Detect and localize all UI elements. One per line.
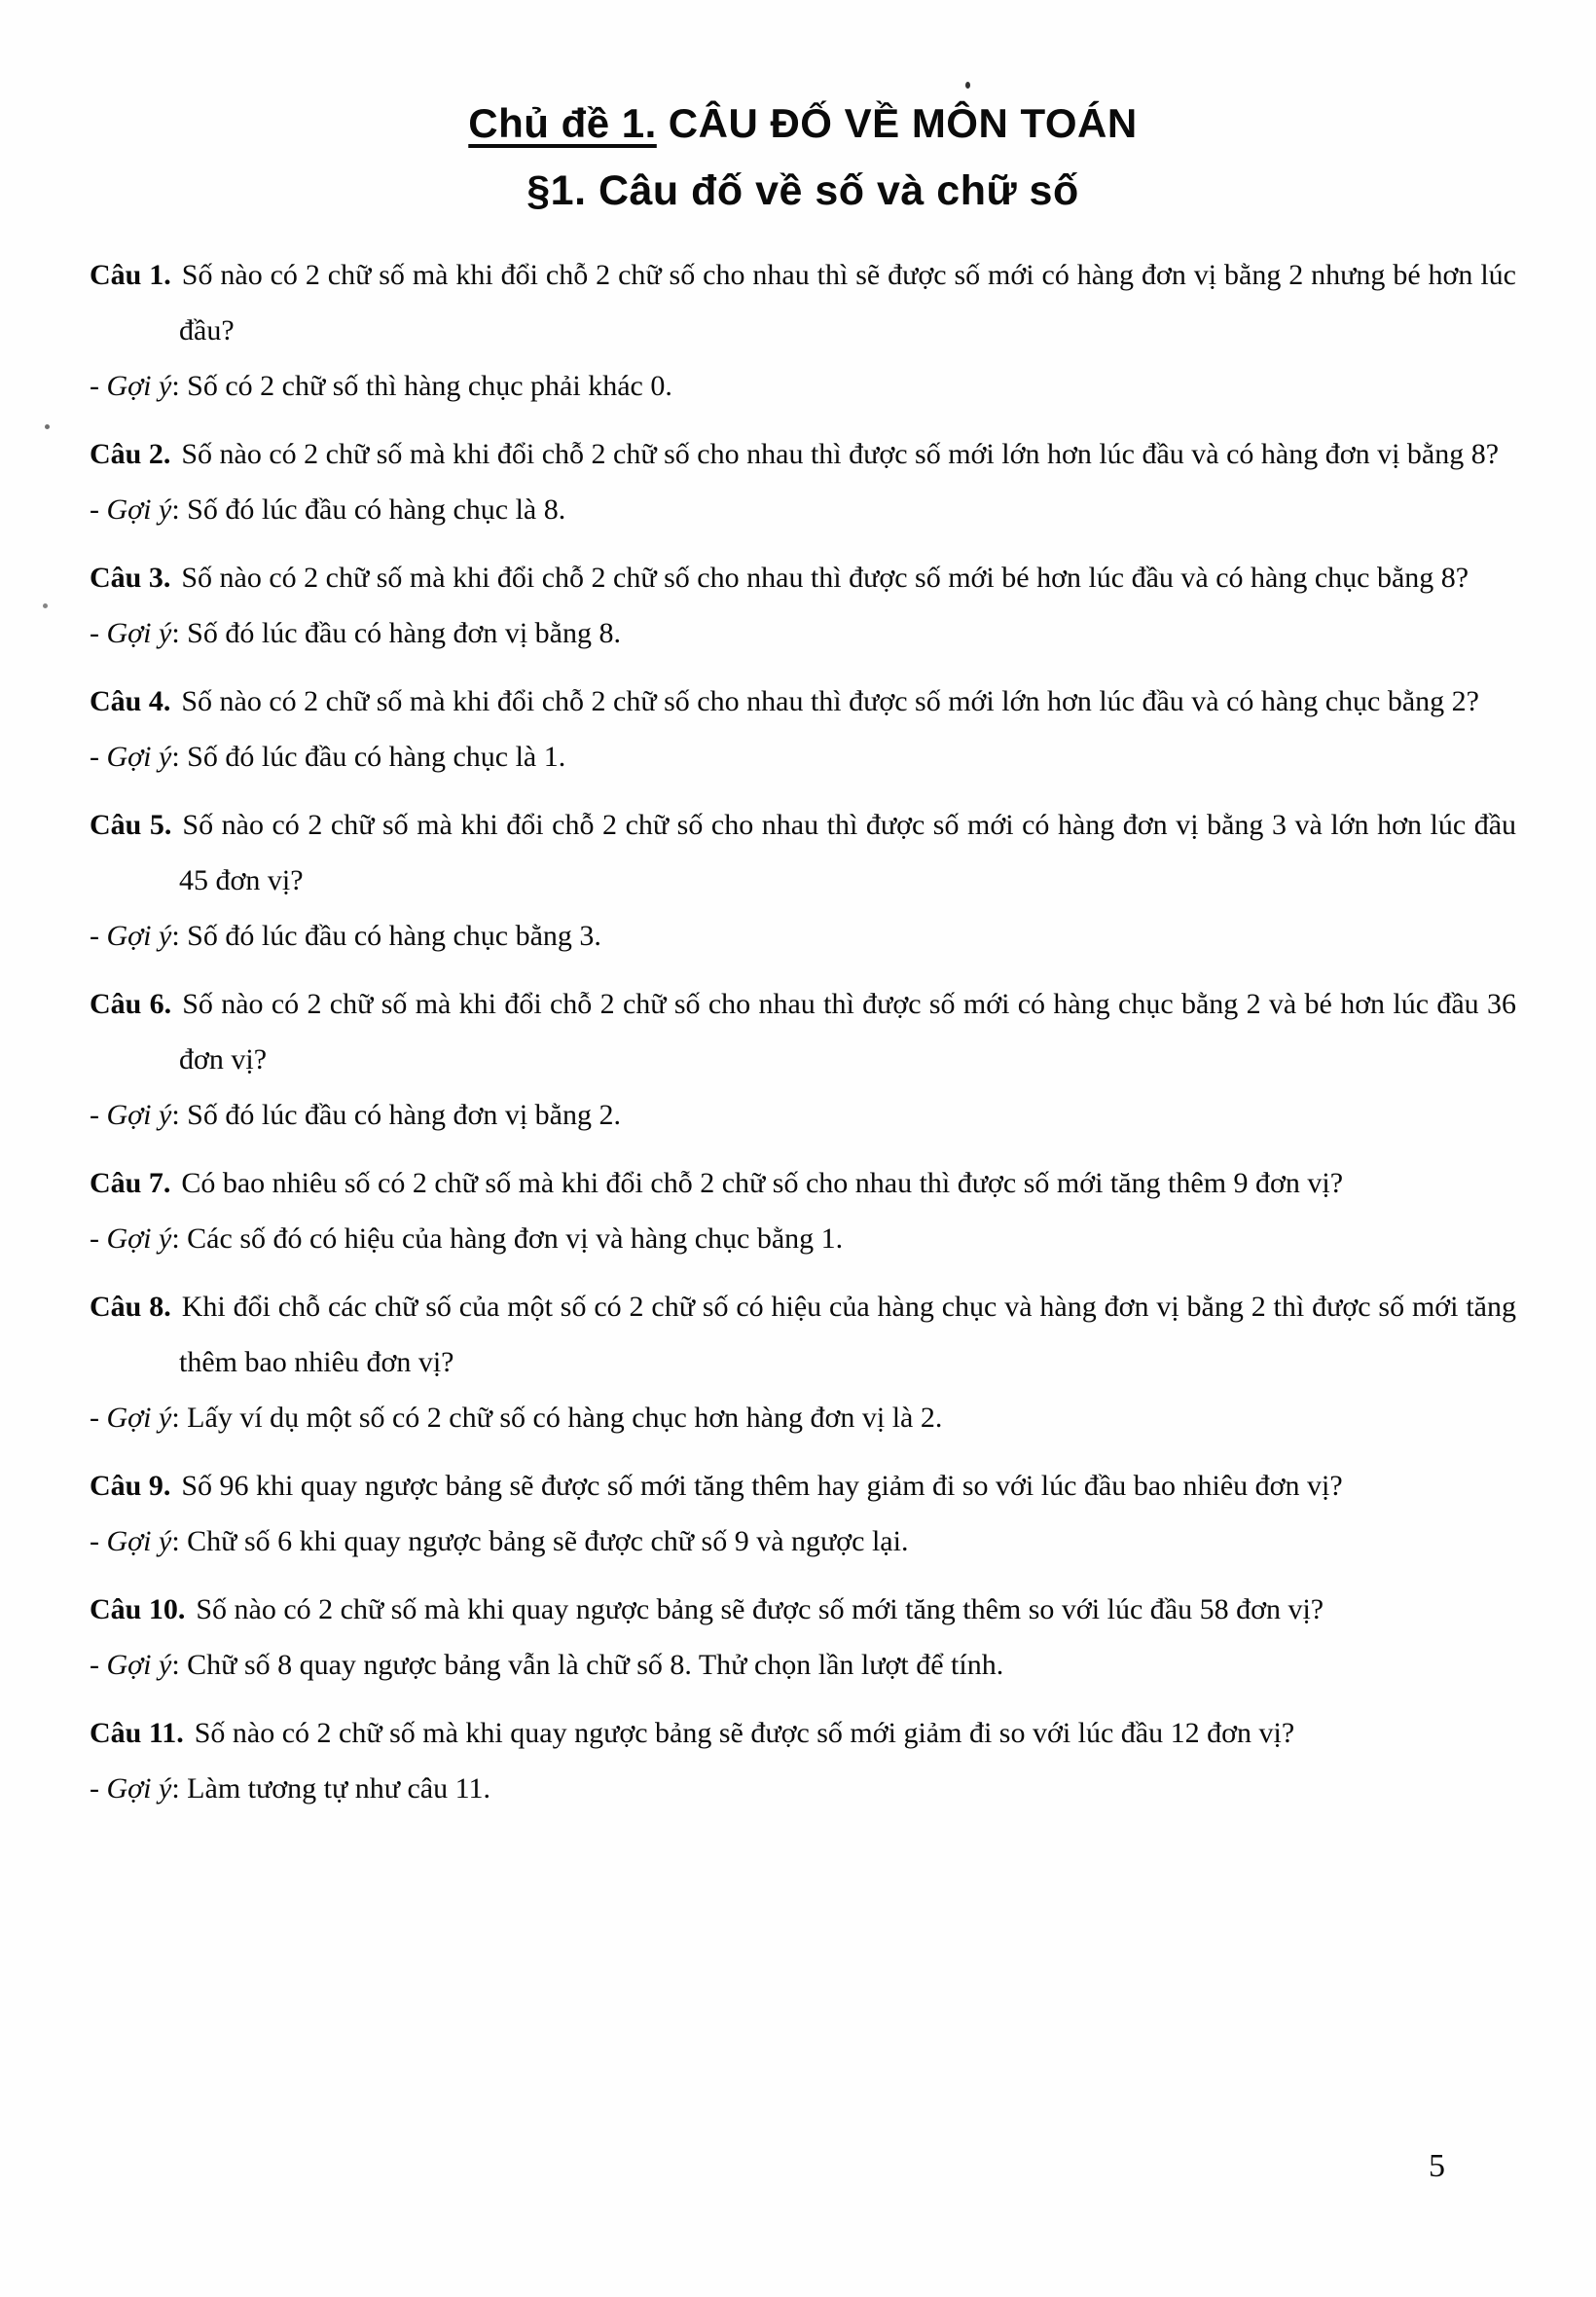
hint-line	[90, 908, 1516, 964]
question-text: Số nào có 2 chữ số mà khi đổi chỗ 2 chữ số cho nhau thì được số mới lớn hơn lúc đầu và có hàng đơn vị bằng 8?	[181, 438, 1500, 470]
hint-text: Chữ số 6 khi quay ngược bảng sẽ được chữ số 9 và ngược lại.	[187, 1525, 909, 1557]
hint-label: Gợi ý	[106, 1772, 172, 1805]
question-text-line	[90, 1279, 1516, 1390]
question-label: Câu 8.	[90, 1291, 171, 1323]
hint-label: Gợi ý	[106, 920, 172, 952]
hint-line	[90, 1390, 1516, 1445]
scan-artifact-dot	[43, 603, 48, 608]
question-text-line	[90, 1705, 1516, 1761]
hint-dash: -	[90, 1772, 107, 1805]
hint-label: Gợi ý	[106, 1099, 172, 1131]
question-label: Câu 10.	[90, 1593, 186, 1625]
hint-colon: :	[171, 1649, 188, 1681]
question-block	[90, 550, 1516, 661]
hint-line	[90, 1761, 1516, 1816]
hint-label: Gợi ý	[106, 1649, 172, 1681]
hint-label: Gợi ý	[106, 493, 172, 526]
hint-dash: -	[90, 493, 107, 526]
hint-colon: :	[171, 1402, 188, 1434]
hint-text: Số đó lúc đầu có hàng chục là 1.	[187, 741, 566, 773]
chapter-title	[90, 95, 1516, 152]
question-text: Có bao nhiêu số có 2 chữ số mà khi đổi chỗ 2 chữ số cho nhau thì được số mới tăng thêm 9 đơn vị?	[181, 1167, 1344, 1199]
hint-text: Số đó lúc đầu có hàng đơn vị bằng 8.	[187, 617, 621, 649]
hint-text: Số đó lúc đầu có hàng chục bằng 3.	[187, 920, 601, 952]
question-text: Số nào có 2 chữ số mà khi quay ngược bảng sẽ được số mới giảm đi so với lúc đầu 12 đơn vị?	[194, 1717, 1295, 1749]
chapter-title-lead: Chủ đề 1.	[468, 100, 657, 146]
chapter-title-rest: CÂU ĐỐ VỀ MÔN TOÁN	[668, 100, 1138, 146]
question-text: Số nào có 2 chữ số mà khi đổi chỗ 2 chữ số cho nhau thì được số mới có hàng đơn vị bằng 3 và lớn hơn lúc đầu 45 đơn vị?	[179, 809, 1517, 896]
question-label: Câu 4.	[90, 685, 171, 717]
hint-label: Gợi ý	[106, 370, 172, 402]
question-text: Số 96 khi quay ngược bảng sẽ được số mới tăng thêm hay giảm đi so với lúc đầu bao nhiêu đơn vị?	[181, 1470, 1343, 1502]
question-block	[90, 1458, 1516, 1569]
scan-artifact-dot	[965, 82, 970, 89]
question-text-line	[90, 1458, 1516, 1513]
hint-line	[90, 482, 1516, 537]
hint-text: Số đó lúc đầu có hàng chục là 8.	[187, 493, 566, 526]
question-text: Số nào có 2 chữ số mà khi đổi chỗ 2 chữ số cho nhau thì được số mới bé hơn lúc đầu và có hàng chục bằng 8?	[181, 562, 1469, 594]
hint-line	[90, 729, 1516, 784]
question-block	[90, 674, 1516, 784]
hint-text: Các số đó có hiệu của hàng đơn vị và hàng chục bằng 1.	[187, 1222, 844, 1255]
question-block	[90, 1705, 1516, 1816]
question-text-line	[90, 797, 1516, 908]
hint-colon: :	[171, 1222, 188, 1255]
hint-dash: -	[90, 1649, 107, 1681]
question-label: Câu 9.	[90, 1470, 171, 1502]
hint-dash: -	[90, 1099, 107, 1131]
hint-text: Làm tương tự như câu 11.	[187, 1772, 490, 1805]
hint-line	[90, 1637, 1516, 1693]
question-block	[90, 247, 1516, 414]
question-block	[90, 797, 1516, 964]
hint-text: Số đó lúc đầu có hàng đơn vị bằng 2.	[187, 1099, 621, 1131]
hint-dash: -	[90, 1402, 107, 1434]
question-text: Số nào có 2 chữ số mà khi đổi chỗ 2 chữ số cho nhau thì được số mới lớn hơn lúc đầu và có hàng chục bằng 2?	[181, 685, 1479, 717]
hint-text: Chữ số 8 quay ngược bảng vẫn là chữ số 8. Thử chọn lần lượt để tính.	[187, 1649, 1004, 1681]
hint-line	[90, 1513, 1516, 1569]
question-text-line	[90, 426, 1516, 482]
question-block	[90, 976, 1516, 1143]
hint-text: Lấy ví dụ một số có 2 chữ số có hàng chục hơn hàng đơn vị là 2.	[187, 1402, 943, 1434]
hint-colon: :	[171, 493, 188, 526]
question-label: Câu 1.	[90, 259, 171, 291]
scan-artifact-dot	[45, 424, 50, 429]
question-text-line	[90, 1582, 1516, 1637]
question-block	[90, 1582, 1516, 1693]
question-text: Số nào có 2 chữ số mà khi quay ngược bảng sẽ được số mới tăng thêm so với lúc đầu 58 đơn vị?	[196, 1593, 1324, 1625]
question-text-line	[90, 1155, 1516, 1211]
question-text-line	[90, 976, 1516, 1087]
question-text: Số nào có 2 chữ số mà khi đổi chỗ 2 chữ số cho nhau thì được số mới có hàng chục bằng 2 và bé hơn lúc đầu 36 đơn vị?	[179, 988, 1516, 1076]
hint-dash: -	[90, 1525, 107, 1557]
hint-line	[90, 358, 1516, 414]
question-text: Số nào có 2 chữ số mà khi đổi chỗ 2 chữ số cho nhau thì sẽ được số mới có hàng đơn vị bằng 2 nhưng bé hơn lúc đầu?	[179, 259, 1516, 346]
question-text-line	[90, 247, 1516, 358]
question-label: Câu 6.	[90, 988, 172, 1020]
hint-colon: :	[171, 370, 188, 402]
hint-dash: -	[90, 920, 107, 952]
question-block	[90, 1155, 1516, 1266]
question-block	[90, 426, 1516, 537]
hint-dash: -	[90, 370, 107, 402]
question-block	[90, 1279, 1516, 1445]
page-number: 5	[1429, 2148, 1445, 2184]
hint-colon: :	[171, 920, 188, 952]
hint-label: Gợi ý	[106, 1402, 172, 1434]
hint-text: Số có 2 chữ số thì hàng chục phải khác 0.	[187, 370, 672, 402]
question-label: Câu 3.	[90, 562, 171, 594]
question-label: Câu 11.	[90, 1717, 184, 1749]
question-label: Câu 2.	[90, 438, 171, 470]
hint-colon: :	[171, 617, 188, 649]
question-text: Khi đổi chỗ các chữ số của một số có 2 chữ số có hiệu của hàng chục và hàng đơn vị bằng 2 thì được số mới tăng thêm bao nhiêu đơn vị?	[179, 1291, 1516, 1378]
hint-dash: -	[90, 617, 107, 649]
hint-colon: :	[171, 1525, 188, 1557]
hint-label: Gợi ý	[106, 1222, 172, 1255]
section-title: §1. Câu đố về số và chữ số	[526, 167, 1079, 214]
hint-label: Gợi ý	[106, 741, 172, 773]
question-label: Câu 5.	[90, 809, 172, 841]
hint-dash: -	[90, 1222, 107, 1255]
hint-line	[90, 605, 1516, 661]
question-text-line	[90, 550, 1516, 605]
hint-label: Gợi ý	[106, 617, 172, 649]
hint-dash: -	[90, 741, 107, 773]
hint-colon: :	[171, 741, 188, 773]
hint-colon: :	[171, 1772, 188, 1805]
question-text-line	[90, 674, 1516, 729]
hint-line	[90, 1211, 1516, 1266]
hint-line	[90, 1087, 1516, 1143]
hint-label: Gợi ý	[106, 1525, 172, 1557]
question-label: Câu 7.	[90, 1167, 171, 1199]
hint-colon: :	[171, 1099, 188, 1131]
